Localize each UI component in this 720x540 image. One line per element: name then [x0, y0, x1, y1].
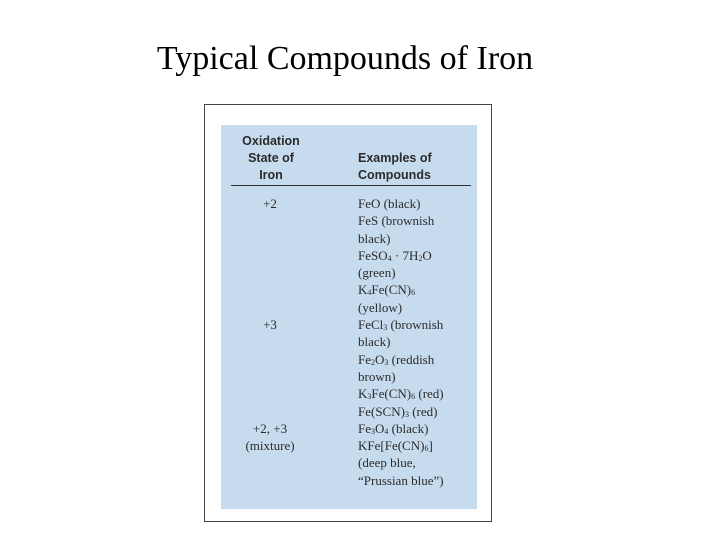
- example-line: [358, 316, 444, 333]
- subscript: 3: [367, 392, 372, 402]
- formula-text: (reddish: [388, 351, 435, 367]
- subscript: 4: [367, 288, 372, 298]
- formula-text: O: [375, 420, 385, 436]
- example-line: [358, 403, 444, 420]
- oxidation-state-plus3: [227, 316, 313, 333]
- subscript: 6: [411, 392, 416, 402]
- header-line: Oxidation: [242, 134, 300, 148]
- header-line: Examples of: [358, 151, 432, 165]
- slide-title: Typical Compounds of Iron: [156, 40, 534, 77]
- example-line: [358, 247, 444, 264]
- formula-text: FeCl: [358, 317, 384, 333]
- example-line: [358, 264, 444, 281]
- formula-text: (red): [415, 386, 444, 402]
- formula-text: “Prussian blue”): [358, 472, 444, 488]
- oxidation-state-line: +2: [263, 196, 277, 211]
- oxidation-state-plus2: [227, 195, 313, 212]
- formula-text: black): [358, 230, 391, 246]
- formula-text: (red): [408, 403, 438, 419]
- formula-text: K: [358, 386, 368, 402]
- subscript: 3: [383, 323, 388, 333]
- formula-text: (green): [358, 265, 396, 281]
- subscript: 3: [404, 409, 409, 419]
- header-divider: [231, 185, 471, 186]
- formula-text: (black): [388, 420, 429, 436]
- example-line: [358, 212, 444, 229]
- formula-text: FeS (brownish: [358, 213, 435, 229]
- subscript: 3: [384, 357, 389, 367]
- formula-text: Fe(CN): [371, 282, 412, 298]
- subscript: 6: [411, 288, 416, 298]
- examples-column-header: [358, 150, 432, 184]
- subscript: 6: [424, 444, 429, 454]
- example-line: [358, 368, 444, 385]
- example-line: [358, 333, 444, 350]
- formula-text: Fe(CN): [371, 386, 412, 402]
- oxidation-state-line: (mixture): [245, 438, 295, 454]
- formula-text: K: [358, 282, 368, 298]
- example-line: [358, 281, 444, 298]
- subscript: 4: [384, 426, 389, 436]
- header-line: Compounds: [358, 168, 431, 182]
- example-line: [358, 437, 444, 454]
- example-line: [358, 420, 444, 437]
- formula-text: O: [422, 247, 432, 263]
- subscript: 2: [418, 253, 423, 263]
- formula-text: Fe: [358, 420, 371, 436]
- example-line: [358, 454, 444, 471]
- formula-text: FeSO: [358, 247, 388, 263]
- compounds-table: [221, 125, 477, 509]
- formula-text: (brownish: [387, 317, 444, 333]
- example-line: [358, 472, 444, 489]
- formula-text: (deep blue,: [358, 455, 416, 471]
- example-line: [358, 351, 444, 368]
- oxidation-state-line: +2, +3: [252, 421, 288, 436]
- header-line: Iron: [259, 168, 283, 182]
- formula-text: Fe(SCN): [358, 403, 405, 419]
- subscript: 3: [371, 426, 375, 436]
- formula-text: (yellow): [358, 299, 403, 315]
- header-line: State of: [248, 151, 294, 165]
- example-line: [358, 195, 444, 212]
- formula-text: · 7H: [391, 247, 419, 263]
- oxidation-state-line: +3: [263, 317, 277, 332]
- table-figure-frame: [204, 104, 492, 522]
- formula-text: ]: [428, 438, 433, 454]
- example-line: [358, 299, 444, 316]
- example-line: [358, 385, 444, 402]
- example-line: [358, 230, 444, 247]
- subscript: 2: [371, 357, 375, 367]
- subscript: 4: [387, 253, 392, 263]
- formula-text: O: [375, 351, 385, 367]
- formula-text: brown): [358, 368, 396, 384]
- oxidation-state-column-header: [231, 133, 311, 184]
- formula-text: black): [358, 334, 391, 350]
- oxidation-state-mixture: [227, 420, 313, 455]
- formula-text: Fe: [358, 351, 371, 367]
- formula-text: KFe[Fe(CN): [358, 438, 425, 454]
- examples-list: [358, 195, 444, 489]
- formula-text: FeO (black): [358, 196, 421, 211]
